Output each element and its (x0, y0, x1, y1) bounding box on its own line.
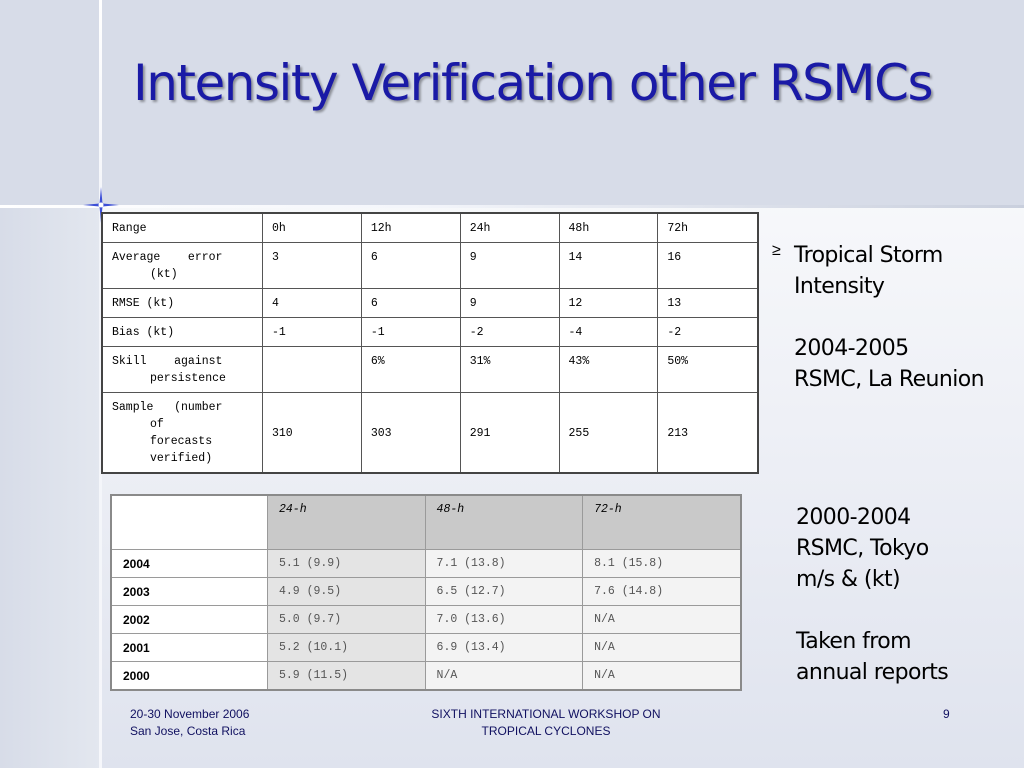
side-note-line (794, 302, 984, 333)
row-label (102, 347, 263, 393)
column-header: 48h (559, 213, 658, 243)
row-label-continuation: (kt) (150, 268, 178, 281)
row-label (102, 243, 263, 289)
table-cell: 8.1 (15.8) (583, 550, 741, 578)
side-note-line: RSMC, Tokyo (796, 536, 929, 561)
table-cell: 7.1 (13.8) (425, 550, 583, 578)
table-cell: N/A (425, 662, 583, 691)
side-note-la-reunion (794, 240, 984, 395)
table-cell: 9 (460, 243, 559, 289)
side-note-line: Tropical Storm (794, 243, 943, 268)
table-cell: 255 (559, 393, 658, 474)
column-header: 72-h (583, 495, 741, 550)
table-cell: N/A (583, 606, 741, 634)
table-cell: -2 (460, 318, 559, 347)
table-row (102, 243, 758, 289)
side-note-line: annual reports (796, 660, 949, 685)
table-cell: 5.2 (10.1) (268, 634, 426, 662)
table-cell: 303 (361, 393, 460, 474)
table-cell: 13 (658, 289, 758, 318)
footer-location: San Jose, Costa Rica (130, 724, 246, 738)
table-row (111, 606, 741, 634)
column-header: 72h (658, 213, 758, 243)
year-cell: 2002 (111, 606, 268, 634)
footer-date: 20-30 November 2006 (130, 707, 250, 721)
page-number: 9 (943, 707, 950, 721)
table-cell: 12 (559, 289, 658, 318)
footer-event (396, 706, 696, 740)
table-cell: -1 (263, 318, 362, 347)
horizontal-divider (0, 205, 1024, 208)
column-header: 0h (263, 213, 362, 243)
side-note-line: 2000-2004 (796, 505, 911, 530)
table-row (111, 550, 741, 578)
table-cell: 4.9 (9.5) (268, 578, 426, 606)
table-row (102, 318, 758, 347)
row-label-text: Bias (kt) (112, 326, 175, 339)
row-label (102, 318, 263, 347)
table-cell: 6 (361, 243, 460, 289)
side-note-tokyo (796, 502, 948, 688)
row-label-text: Skill against (112, 355, 223, 368)
table-cell: 31% (460, 347, 559, 393)
year-cell: 2004 (111, 550, 268, 578)
table-cell: 291 (460, 393, 559, 474)
table-cell: 14 (559, 243, 658, 289)
table-cell: 5.1 (9.9) (268, 550, 426, 578)
table-cell: 16 (658, 243, 758, 289)
column-header: 24h (460, 213, 559, 243)
row-label-text: RMSE (kt) (112, 297, 175, 310)
table-cell: 5.9 (11.5) (268, 662, 426, 691)
side-note-line: m/s & (kt) (796, 567, 900, 592)
side-note-line: 2004-2005 (794, 336, 909, 361)
table-cell: 310 (263, 393, 362, 474)
la-reunion-verification-table (101, 212, 759, 474)
table-cell: -4 (559, 318, 658, 347)
table-cell: -2 (658, 318, 758, 347)
row-label-continuation: forecasts (150, 435, 213, 448)
side-note-line: Intensity (794, 274, 885, 299)
table-row (111, 634, 741, 662)
table-cell: -1 (361, 318, 460, 347)
table-cell: 3 (263, 243, 362, 289)
table-row (111, 578, 741, 606)
footer-event-line2: TROPICAL CYCLONES (481, 724, 611, 738)
side-note-line (796, 595, 948, 626)
bullet-symbol: ≥ (772, 242, 781, 259)
table-row (102, 393, 758, 474)
table-cell: 5.0 (9.7) (268, 606, 426, 634)
table-cell: 6 (361, 289, 460, 318)
table-row (111, 662, 741, 691)
table-cell: 7.6 (14.8) (583, 578, 741, 606)
side-note-line: Taken from (796, 629, 911, 654)
table-cell: 43% (559, 347, 658, 393)
table-cell: 6.5 (12.7) (425, 578, 583, 606)
table-header-row (111, 495, 741, 550)
row-label (102, 289, 263, 318)
side-note-line: RSMC, La Reunion (794, 367, 984, 392)
table-row (102, 347, 758, 393)
table-cell: N/A (583, 634, 741, 662)
table-cell: N/A (583, 662, 741, 691)
table-cell (263, 347, 362, 393)
table-cell: 7.0 (13.6) (425, 606, 583, 634)
row-label-continuation: of (150, 418, 164, 431)
column-header: Range (102, 213, 263, 243)
table-cell: 50% (658, 347, 758, 393)
table-cell: 6.9 (13.4) (425, 634, 583, 662)
table-corner-cell (111, 495, 268, 550)
row-label (102, 393, 263, 474)
table-cell: 213 (658, 393, 758, 474)
table-cell: 9 (460, 289, 559, 318)
column-header: 24-h (268, 495, 426, 550)
table-header-row (102, 213, 758, 243)
table-cell: 6% (361, 347, 460, 393)
row-label-text: Sample (number (112, 401, 223, 414)
year-cell: 2003 (111, 578, 268, 606)
year-cell: 2001 (111, 634, 268, 662)
table-row (102, 289, 758, 318)
left-band (0, 207, 100, 768)
row-label-continuation: persistence (150, 372, 226, 385)
column-header: 48-h (425, 495, 583, 550)
year-cell: 2000 (111, 662, 268, 691)
footer-date-location (130, 706, 249, 740)
row-label-continuation: verified) (150, 452, 213, 465)
footer-event-line1: SIXTH INTERNATIONAL WORKSHOP ON (431, 707, 661, 721)
slide-title: Intensity Verification other RSMCs (133, 54, 933, 112)
table-cell: 4 (263, 289, 362, 318)
column-header: 12h (361, 213, 460, 243)
tokyo-verification-table (110, 494, 742, 691)
row-label-text: Average error (112, 251, 223, 264)
